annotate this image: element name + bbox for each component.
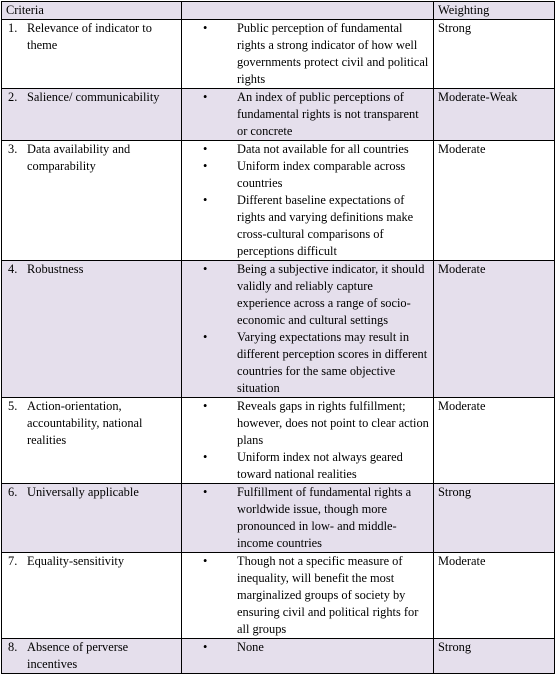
table-row <box>2 398 555 484</box>
header-weighting: Weighting <box>434 2 555 20</box>
details-cell <box>182 398 434 484</box>
bullet-list <box>186 20 429 88</box>
table-row <box>2 20 555 89</box>
bullet-item: • Public perception of fundamental rights a strong indicator of how well governments protect civil and political rights <box>186 20 429 88</box>
bullet-list <box>186 261 429 397</box>
weighting-cell: Strong <box>434 20 555 89</box>
bullet-list <box>186 141 429 260</box>
table-row <box>2 89 555 141</box>
criterion-label: Universally applicable <box>27 485 139 499</box>
weighting-cell: Strong <box>434 639 555 674</box>
criterion-number: 8. <box>8 640 18 654</box>
bullet-item: • Reveals gaps in rights fulfillment; however, does not point to clear action plans <box>186 398 429 449</box>
bullet-item: • Though not a specific measure of inequality, will benefit the most marginalized groups of society by ensuring civil and political rights for all groups <box>186 553 429 638</box>
weighting-cell: Moderate-Weak <box>434 89 555 141</box>
criterion-number: 3. <box>8 142 18 156</box>
criterion-label: Salience/ communicability <box>27 90 160 104</box>
bullet-item: • Uniform index not always geared toward national realities <box>186 449 429 483</box>
criterion-cell <box>2 141 182 261</box>
criterion-cell <box>2 261 182 398</box>
header-criteria: Criteria <box>2 2 182 20</box>
criterion-number: 4. <box>8 262 18 276</box>
criterion-label: Data availability and comparability <box>27 142 131 173</box>
weighting-cell: Moderate <box>434 141 555 261</box>
weighting-cell: Moderate <box>434 398 555 484</box>
header-details <box>182 2 434 20</box>
criterion-number: 2. <box>8 90 18 104</box>
bullet-item: • Varying expectations may result in different perception scores in different countries for the same objective situation <box>186 329 429 397</box>
criterion-label: Robustness <box>27 262 84 276</box>
table-row <box>2 484 555 553</box>
bullet-list <box>186 553 429 638</box>
criterion-number: 1. <box>8 21 18 35</box>
criterion-number: 7. <box>8 554 18 568</box>
criterion-label: Action-orientation, accountability, national realities <box>27 399 143 447</box>
criterion-cell <box>2 89 182 141</box>
criteria-table <box>1 1 555 674</box>
header-row <box>2 2 555 20</box>
details-cell <box>182 553 434 639</box>
bullet-item: • Being a subjective indicator, it should validly and reliably capture experience across a range of socio-economic and cultural settings <box>186 261 429 329</box>
table-row <box>2 261 555 398</box>
details-cell <box>182 89 434 141</box>
details-cell <box>182 639 434 674</box>
bullet-item: • Different baseline expectations of rights and varying definitions make cross-cultural comparisons of perceptions difficult <box>186 192 429 260</box>
bullet-list <box>186 484 429 552</box>
details-cell <box>182 20 434 89</box>
bullet-item: • Fulfillment of fundamental rights a worldwide issue, though more pronounced in low- and middle-income countries <box>186 484 429 552</box>
criterion-cell <box>2 553 182 639</box>
criterion-cell <box>2 20 182 89</box>
criterion-label: Relevance of indicator to theme <box>27 21 152 52</box>
weighting-cell: Moderate <box>434 261 555 398</box>
bullet-item: • An index of public perceptions of fundamental rights is not transparent or concrete <box>186 89 429 140</box>
criterion-cell <box>2 398 182 484</box>
criterion-label: Equality-sensitivity <box>27 554 125 568</box>
weighting-cell: Moderate <box>434 553 555 639</box>
details-cell <box>182 484 434 553</box>
criterion-number: 6. <box>8 485 18 499</box>
bullet-item: • None <box>186 639 429 656</box>
details-cell <box>182 141 434 261</box>
bullet-list <box>186 398 429 483</box>
table-row <box>2 639 555 674</box>
bullet-list <box>186 639 429 656</box>
bullet-item: • Data not available for all countries <box>186 141 429 158</box>
criterion-label: Absence of perverse incentives <box>27 640 129 671</box>
criterion-cell <box>2 484 182 553</box>
table-body <box>2 20 555 674</box>
criterion-number: 5. <box>8 399 18 413</box>
bullet-item: • Uniform index comparable across countries <box>186 158 429 192</box>
weighting-cell: Strong <box>434 484 555 553</box>
details-cell <box>182 261 434 398</box>
table-row <box>2 141 555 261</box>
table-row <box>2 553 555 639</box>
criterion-cell <box>2 639 182 674</box>
bullet-list <box>186 89 429 140</box>
